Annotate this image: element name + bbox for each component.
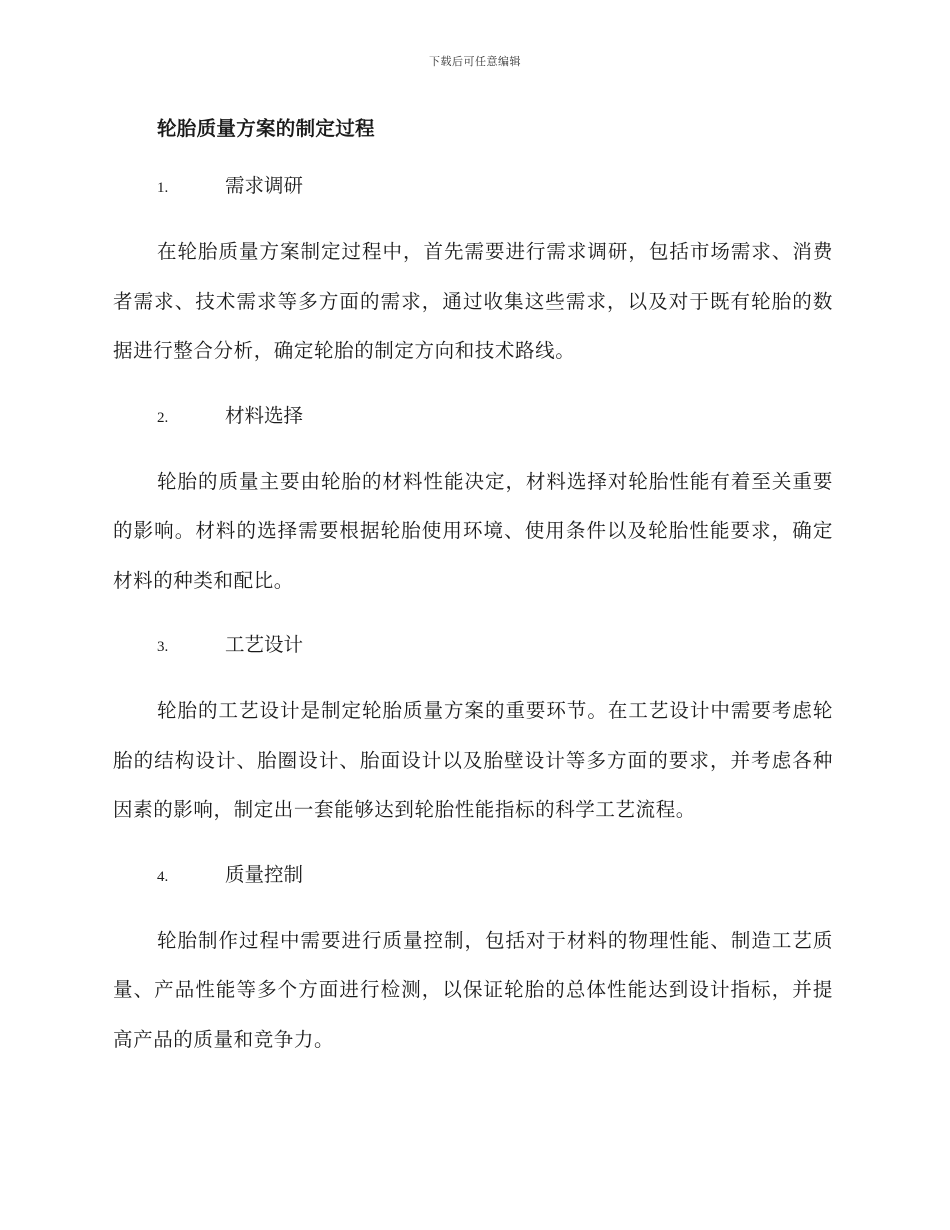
document-content xyxy=(113,112,833,1064)
section-body xyxy=(113,686,833,835)
section-number: 2. xyxy=(157,409,169,426)
section-heading xyxy=(113,628,833,664)
section-title: 质量控制 xyxy=(225,862,304,886)
section-title: 工艺设计 xyxy=(225,633,304,656)
section-number: 1. xyxy=(157,180,169,196)
section-paragraph: 在轮胎质量方案制定过程中，首先需要进行需求调研，包括市场需求、消费者需求、技术需求等多方面的需求，通过收集这些需求，以及对于既有轮胎的数据进行整合分析，确定轮胎的制定方向和技术路线。 xyxy=(113,240,833,362)
section-number: 3. xyxy=(157,639,169,655)
section-process-design xyxy=(113,628,833,835)
section-number: 4. xyxy=(157,868,169,885)
section-heading xyxy=(113,169,833,205)
document-title: 轮胎质量方案的制定过程 xyxy=(157,117,375,140)
page-header-note: 下载后可任意编辑 xyxy=(429,55,521,68)
section-paragraph: 轮胎的质量主要由轮胎的材料性能决定，材料选择对轮胎性能有着至关重要的影响。材料的选择需要根据轮胎使用环境、使用条件以及轮胎性能要求，确定材料的种类和配比。 xyxy=(113,469,833,592)
section-title: 材料选择 xyxy=(225,403,304,427)
section-heading xyxy=(113,858,833,894)
section-title: 需求调研 xyxy=(225,174,304,197)
section-body xyxy=(113,457,833,606)
section-paragraph: 轮胎的工艺设计是制定轮胎质量方案的重要环节。在工艺设计中需要考虑轮胎的结构设计、胎圈设计、胎面设计以及胎壁设计等多方面的要求，并考虑各种因素的影响，制定出一套能够达到轮胎性能指标的科学工艺流程。 xyxy=(113,699,833,821)
section-quality-control xyxy=(113,858,833,1065)
section-paragraph: 轮胎制作过程中需要进行质量控制，包括对于材料的物理性能、制造工艺质量、产品性能等多个方面进行检测，以保证轮胎的总体性能达到设计指标，并提高产品的质量和竞争力。 xyxy=(113,928,833,1051)
section-heading xyxy=(113,399,833,435)
section-body xyxy=(113,916,833,1065)
section-body xyxy=(113,227,833,376)
section-requirements-research xyxy=(113,169,833,376)
section-material-selection xyxy=(113,399,833,606)
